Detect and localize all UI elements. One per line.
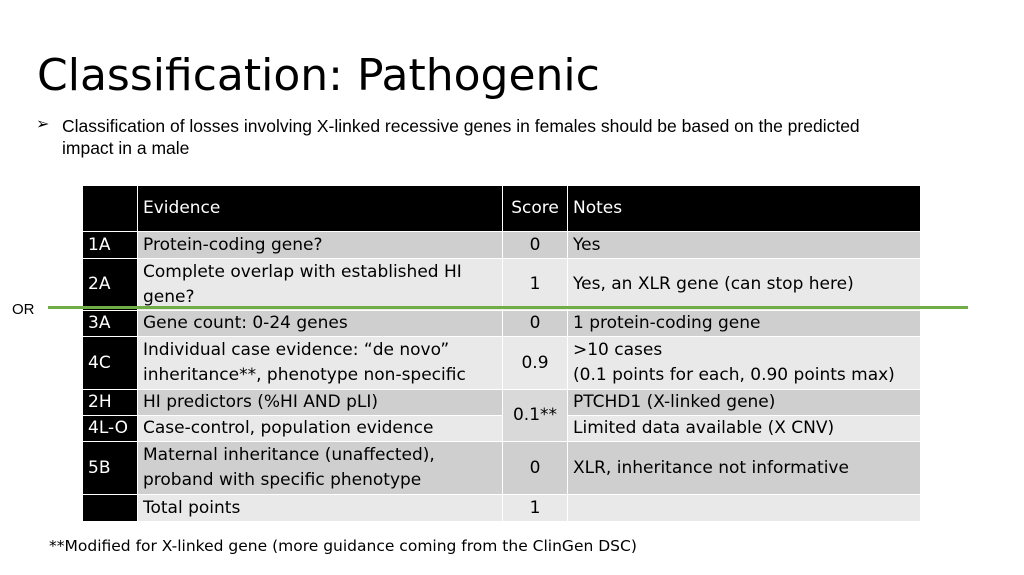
row-notes (568, 495, 921, 522)
table-row (83, 232, 921, 259)
row-id: 5B (83, 442, 138, 495)
table-row (83, 390, 921, 416)
row-notes: Yes, an XLR gene (can stop here) (568, 259, 921, 311)
row-evidence: Individual case evidence: “de novo” inheritance**, phenotype non-specific (138, 337, 503, 390)
row-score: 0 (503, 311, 568, 337)
table-row (83, 416, 921, 442)
row-notes: Yes (568, 232, 921, 259)
table-row-total (83, 495, 921, 522)
row-score: 0 (503, 442, 568, 495)
row-notes: PTCHD1 (X-linked gene) (568, 390, 921, 416)
footnote: **Modified for X-linked gene (more guidance coming from the ClinGen DSC) (49, 537, 637, 555)
slide-title: Classification: Pathogenic (37, 50, 600, 101)
header-id (83, 186, 138, 232)
row-evidence: Maternal inheritance (unaffected), proband with specific phenotype (138, 442, 503, 495)
row-score: 0.9 (503, 337, 568, 390)
row-score: 0 (503, 232, 568, 259)
row-evidence: HI predictors (%HI AND pLI) (138, 390, 503, 416)
divider-line (48, 306, 968, 309)
row-id: 4L-O (83, 416, 138, 442)
or-label: OR (12, 301, 35, 318)
row-notes-line: (0.1 points for each, 0.90 points max) (573, 365, 895, 385)
row-id (83, 495, 138, 522)
row-notes: 1 protein-coding gene (568, 311, 921, 337)
bullet-text: Classification of losses involving X-linked recessive genes in females should be based on the predicted impact in a male (62, 116, 860, 158)
row-evidence: Complete overlap with established HI gene? (138, 259, 503, 311)
header-evidence: Evidence (138, 186, 503, 232)
row-notes-line: >10 cases (573, 340, 663, 360)
row-evidence: Gene count: 0-24 genes (138, 311, 503, 337)
row-id: 2A (83, 259, 138, 311)
header-notes: Notes (568, 186, 921, 232)
row-evidence: Total points (138, 495, 503, 522)
row-score: 0.1** (503, 390, 568, 442)
row-evidence: Case-control, population evidence (138, 416, 503, 442)
table-row (83, 259, 921, 311)
evidence-table (82, 185, 921, 522)
row-id: 3A (83, 311, 138, 337)
row-notes (568, 337, 921, 390)
row-evidence: Protein-coding gene? (138, 232, 503, 259)
table-header-row (83, 186, 921, 232)
header-score: Score (503, 186, 568, 232)
bullet-arrow-icon: ➢ (36, 114, 50, 133)
row-id: 1A (83, 232, 138, 259)
row-score: 1 (503, 495, 568, 522)
table-row (83, 442, 921, 495)
row-id: 2H (83, 390, 138, 416)
row-notes: Limited data available (X CNV) (568, 416, 921, 442)
table-row (83, 337, 921, 390)
row-score: 1 (503, 259, 568, 311)
row-notes: XLR, inheritance not informative (568, 442, 921, 495)
row-id: 4C (83, 337, 138, 390)
table-row (83, 311, 921, 337)
